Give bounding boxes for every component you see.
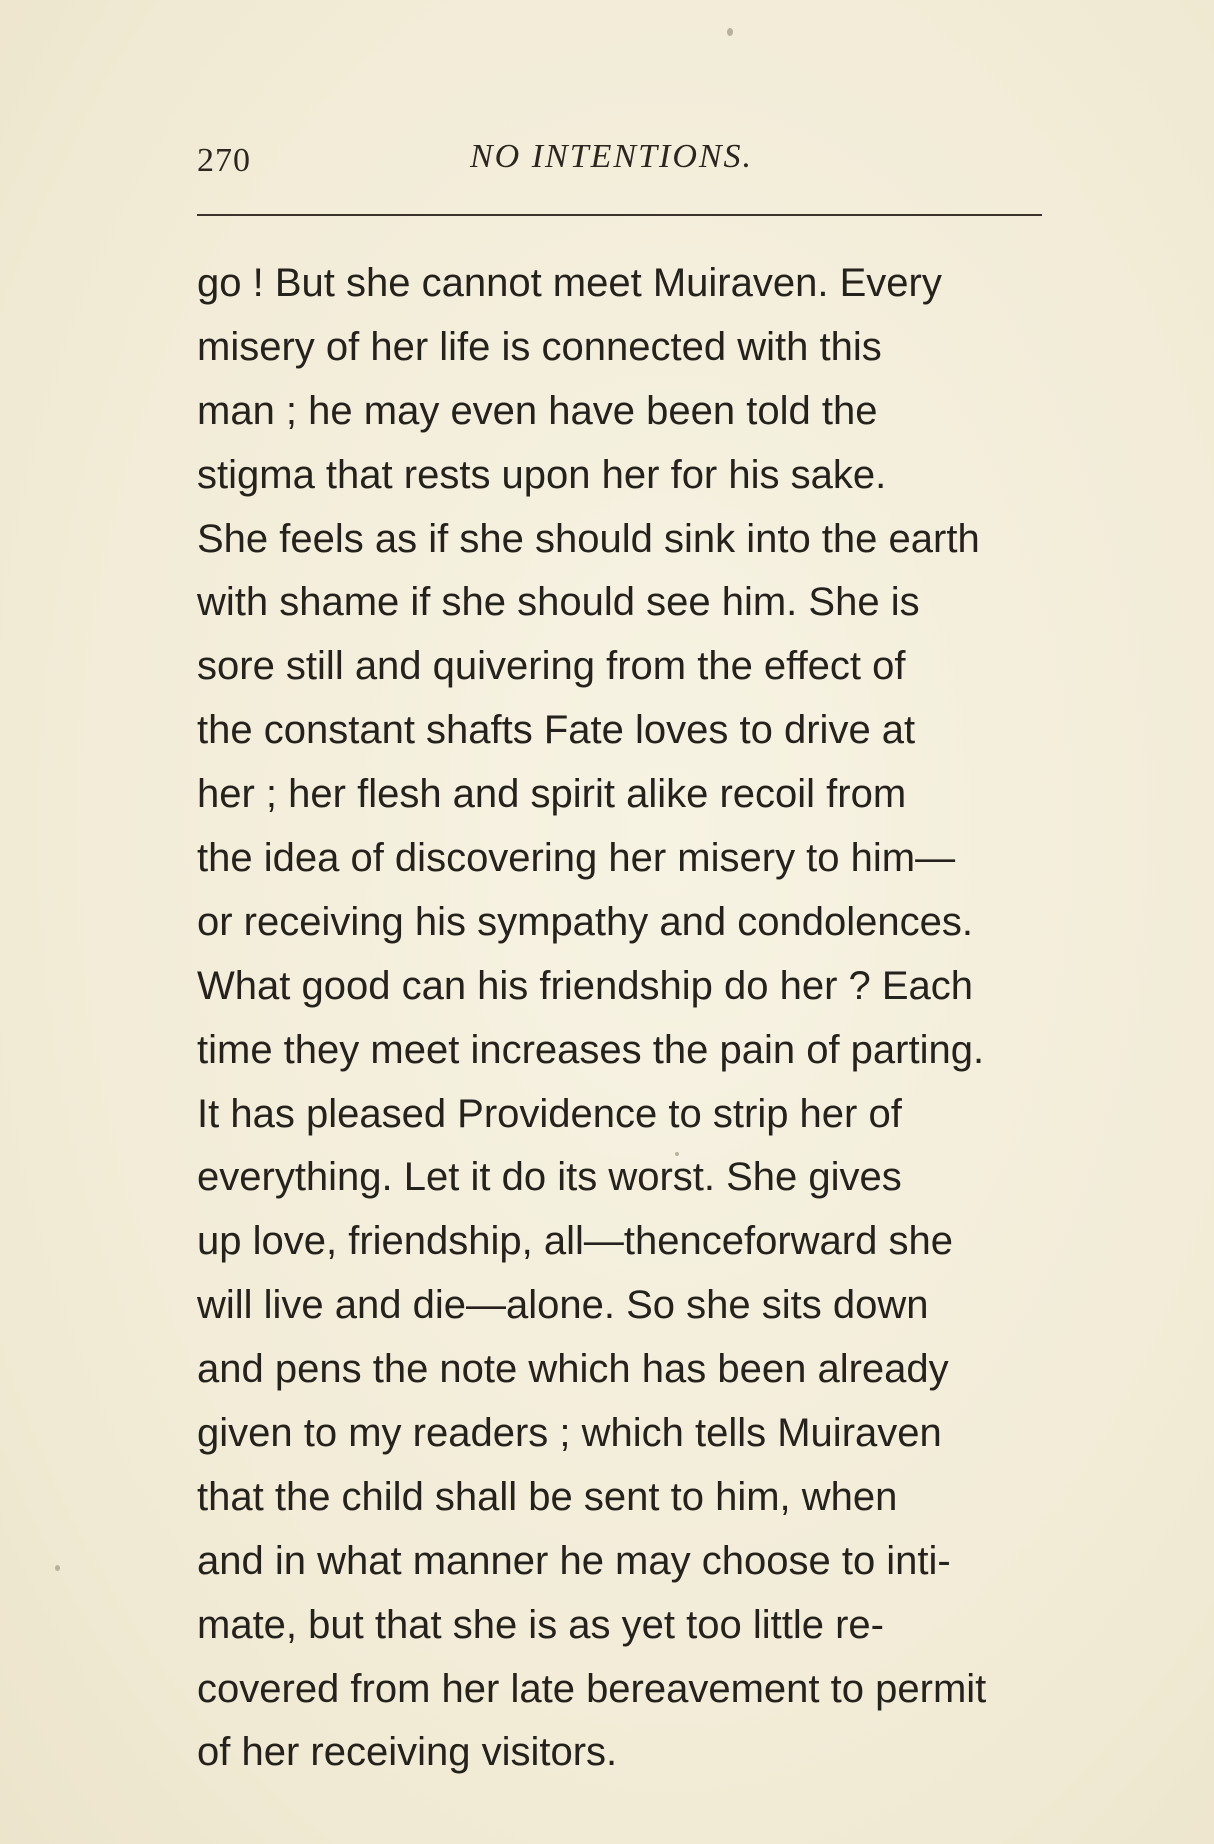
page-number: 270	[197, 142, 251, 179]
page-header	[197, 136, 1042, 186]
text-line: mate, but that she is as yet too little re-	[197, 1602, 884, 1647]
text-line: She feels as if she should sink into the earth	[197, 516, 980, 561]
text-line: will live and die—alone. So she sits down	[197, 1283, 929, 1328]
text-line: covered from her late bereavement to permit	[197, 1666, 987, 1711]
text-line: man ; he may even have been told the	[197, 388, 878, 433]
text-line: and in what manner he may choose to inti-	[197, 1538, 951, 1583]
text-line: It has pleased Providence to strip her of	[197, 1091, 902, 1136]
text-line: or receiving his sympathy and condolences.	[197, 899, 973, 944]
text-line: What good can his friendship do her ? Each	[197, 963, 974, 1008]
header-rule	[197, 214, 1042, 216]
text-line: misery of her life is connected with this	[197, 324, 882, 369]
paper-speck	[55, 1565, 60, 1571]
text-line: of her receiving visitors.	[197, 1730, 618, 1775]
running-title: NO INTENTIONS.	[470, 138, 754, 175]
text-line: given to my readers ; which tells Muiraven	[197, 1411, 942, 1456]
text-line: everything. Let it do its worst. She gives	[197, 1155, 902, 1200]
paper-speck	[727, 28, 733, 36]
text-line: her ; her flesh and spirit alike recoil from	[197, 772, 907, 817]
text-line: go ! But she cannot meet Muiraven. Every	[197, 261, 942, 305]
text-line: with shame if she should see him. She is	[197, 580, 920, 625]
text-line: and pens the note which has been already	[197, 1347, 949, 1392]
body-text	[197, 252, 1097, 1785]
text-line: that the child shall be sent to him, when	[197, 1474, 898, 1519]
text-line: stigma that rests upon her for his sake.	[197, 452, 887, 497]
text-line: time they meet increases the pain of parting.	[197, 1027, 985, 1072]
text-line: the constant shafts Fate loves to drive at	[197, 708, 916, 753]
text-line: the idea of discovering her misery to him—	[197, 836, 956, 881]
text-line: sore still and quivering from the effect of	[197, 644, 906, 689]
text-line: up love, friendship, all—thenceforward she	[197, 1219, 953, 1264]
